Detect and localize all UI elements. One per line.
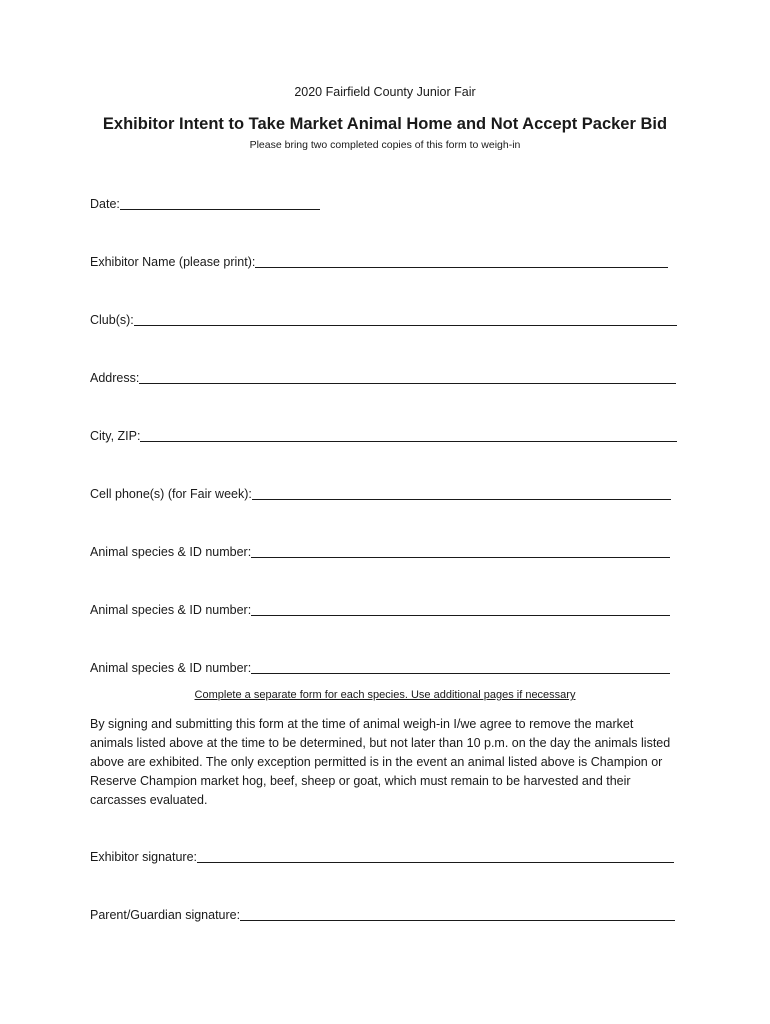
cell-phone-blank[interactable]: [252, 487, 671, 500]
parent-signature-label: Parent/Guardian signature:: [90, 908, 241, 922]
animal-species-label: Animal species & ID number:: [90, 545, 252, 559]
city-zip-field[interactable]: [90, 427, 677, 443]
exhibitor-signature-field[interactable]: [90, 848, 674, 864]
exhibitor-signature-label: Exhibitor signature:: [90, 850, 198, 864]
agreement-paragraph: By signing and submitting this form at the time of animal weigh-in I/we agree to remove the market animals listed above at the time to be determined, but not later than 10 p.m. on the day the animals listed above are exhibited. The only exception permitted is in the event an animal listed above is Champion or Reserve Champion market hog, beef, sheep or goat, which must remain to be harvested and their carcasses evaluated.: [90, 717, 671, 807]
clubs-field[interactable]: [90, 311, 677, 327]
exhibitor-name-label: Exhibitor Name (please print):: [90, 255, 256, 269]
animal-species-label: Animal species & ID number:: [90, 603, 252, 617]
animal-species-label: Animal species & ID number:: [90, 661, 252, 675]
animal-species-blank[interactable]: [251, 661, 670, 674]
exhibitor-name-field[interactable]: [90, 253, 668, 269]
cell-phone-label: Cell phone(s) (for Fair week):: [90, 487, 252, 501]
parent-signature-field[interactable]: [90, 906, 675, 922]
species-note: Complete a separate form for each species. Use additional pages if necessary: [194, 689, 576, 701]
clubs-blank[interactable]: [134, 313, 677, 326]
address-field[interactable]: [90, 369, 676, 385]
fair-name: 2020 Fairfield County Junior Fair: [294, 85, 476, 99]
exhibitor-name-blank[interactable]: [255, 255, 668, 268]
date-blank[interactable]: [120, 197, 320, 210]
address-blank[interactable]: [139, 371, 676, 384]
animal-species-field-3[interactable]: [90, 659, 670, 675]
cell-phone-field[interactable]: [90, 485, 671, 501]
clubs-label: Club(s):: [90, 313, 134, 327]
parent-signature-blank[interactable]: [240, 908, 675, 921]
form-subtitle: Please bring two completed copies of this form to weigh-in: [249, 139, 521, 151]
city-zip-blank[interactable]: [140, 429, 677, 442]
date-field[interactable]: [90, 195, 320, 211]
exhibitor-signature-blank[interactable]: [197, 850, 674, 863]
animal-species-blank[interactable]: [251, 545, 670, 558]
address-label: Address:: [90, 371, 140, 385]
form-title: Exhibitor Intent to Take Market Animal Home and Not Accept Packer Bid: [102, 115, 668, 133]
animal-species-field-2[interactable]: [90, 601, 670, 617]
animal-species-blank[interactable]: [251, 603, 670, 616]
animal-species-field-1[interactable]: [90, 543, 670, 559]
date-label: Date:: [90, 197, 120, 211]
city-zip-label: City, ZIP:: [90, 429, 141, 443]
